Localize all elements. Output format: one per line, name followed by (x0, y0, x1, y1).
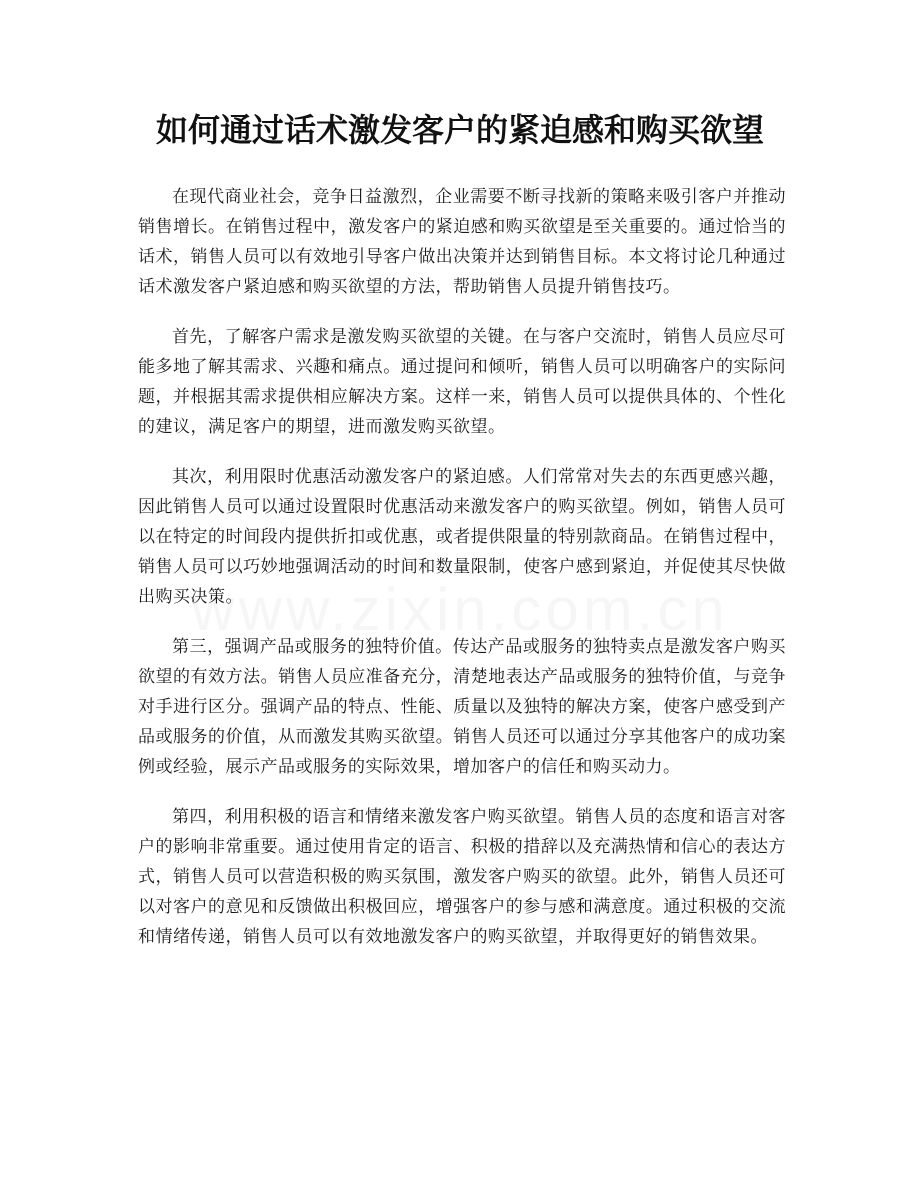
document-title: 如何通过话术激发客户的紧迫感和购买欲望 (155, 111, 764, 149)
document-body (138, 182, 786, 972)
paragraph-fourth: 第四，利用积极的语言和情绪来激发客户购买欲望。销售人员的态度和语言对客户的影响非常重要。通过使用肯定的语言、积极的措辞以及充满热情和信心的表达方式，销售人员可以营造积极的购买氛围，激发客户购买的欲望。此外，销售人员还可以对客户的意见和反馈做出积极回应，增强客户的参与感和满意度。通过积极的交流和情绪传递，销售人员可以有效地激发客户的购买欲望，并取得更好的销售效果。 (138, 807, 786, 947)
paragraph-second: 其次，利用限时优惠活动激发客户的紧迫感。人们常常对失去的东西更感兴趣，因此销售人员可以通过设置限时优惠活动来激发客户的购买欲望。例如，销售人员可以在特定的时间段内提供折扣或优惠，或者提供限量的特别款商品。在销售过程中，销售人员可以巧妙地强调活动的时间和数量限制，使客户感到紧迫，并促使其尽快做出购买决策。 (138, 467, 786, 607)
paragraph-third: 第三，强调产品或服务的独特价值。传达产品或服务的独特卖点是激发客户购买欲望的有效方法。销售人员应准备充分，清楚地表达产品或服务的独特价值，与竞争对手进行区分。强调产品的特点、性能、质量以及独特的解决方案，使客户感受到产品或服务的价值，从而激发其购买欲望。销售人员还可以通过分享其他客户的成功案例或经验，展示产品或服务的实际效果，增加客户的信任和购买动力。 (138, 637, 786, 777)
paragraph-intro: 在现代商业社会，竞争日益激烈，企业需要不断寻找新的策略来吸引客户并推动销售增长。在销售过程中，激发客户的紧迫感和购买欲望是至关重要的。通过恰当的话术，销售人员可以有效地引导客户做出决策并达到销售目标。本文将讨论几种通过话术激发客户紧迫感和购买欲望的方法，帮助销售人员提升销售技巧。 (138, 187, 786, 297)
paragraph-first: 首先，了解客户需求是激发购买欲望的关键。在与客户交流时，销售人员应尽可能多地了解其需求、兴趣和痛点。通过提问和倾听，销售人员可以明确客户的实际问题，并根据其需求提供相应解决方案。这样一来，销售人员可以提供具体的、个性化的建议，满足客户的期望，进而激发购买欲望。 (138, 327, 786, 437)
